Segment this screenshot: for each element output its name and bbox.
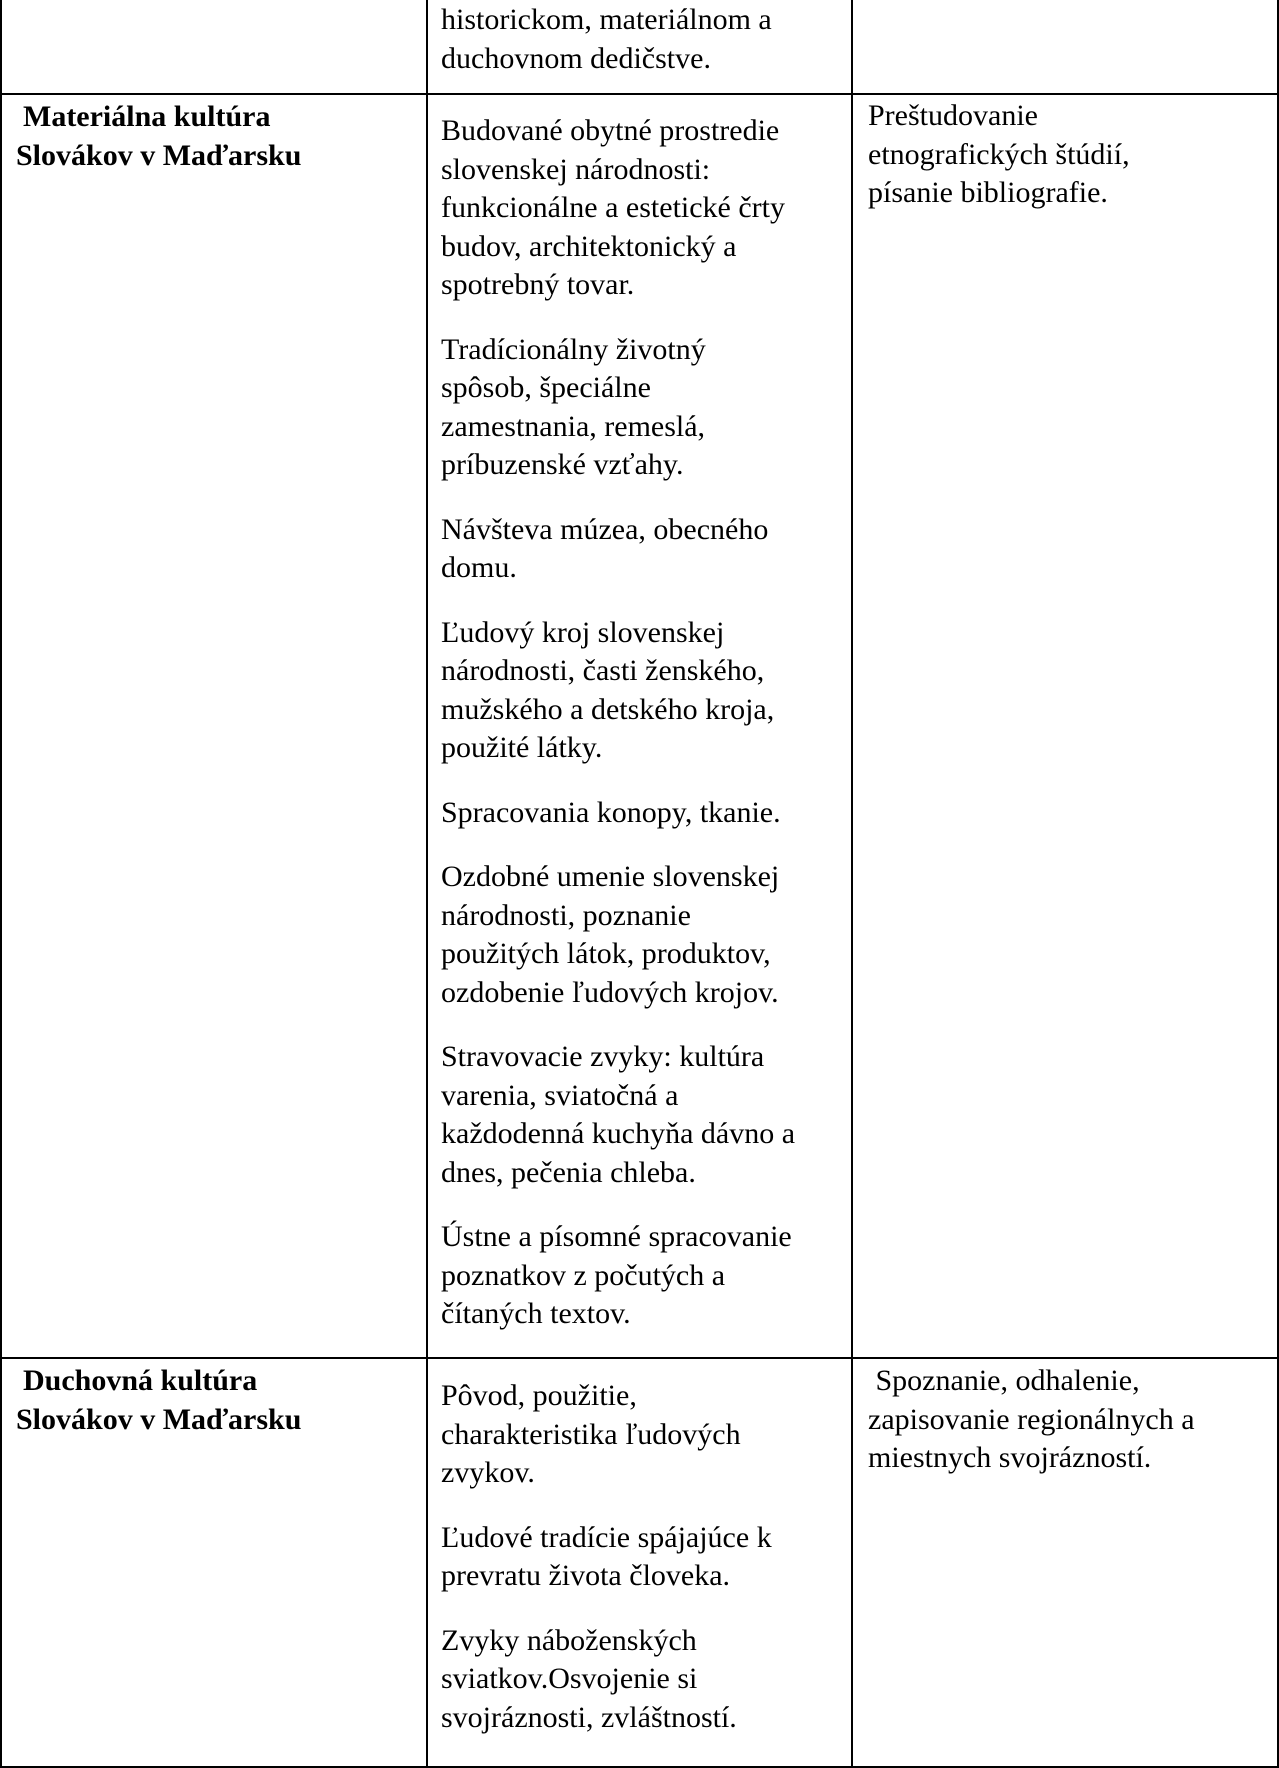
row2-activity-cell: [868, 97, 1130, 213]
content-line: zamestnania, remeslá,: [441, 409, 706, 443]
content-line: spôsob, špeciálne: [441, 371, 651, 404]
activity-line: zapisovanie regionálnych a: [868, 1402, 1195, 1436]
activity-line: miestnych svojrázností.: [868, 1441, 1152, 1474]
content-line: svojráznosti, zvláštností.: [441, 1700, 737, 1734]
row-divider-2: [0, 1357, 1279, 1359]
content-paragraph: [441, 1377, 772, 1493]
content-line: národnosti, časti ženského,: [441, 654, 765, 687]
content-line: charakteristika ľudových: [441, 1417, 741, 1451]
content-paragraph: [441, 1038, 795, 1192]
content-line: Tradícionálny životný: [441, 332, 706, 366]
content-line: duchovnom dedičstve.: [441, 41, 711, 75]
content-line: Pôvod, použitie,: [441, 1379, 637, 1412]
content-paragraph: [441, 1218, 795, 1334]
content-line: domu.: [441, 551, 517, 584]
content-paragraph: [441, 614, 795, 768]
content-line: Spracovania konopy, tkanie.: [441, 795, 781, 829]
activity-line: etnografických štúdií,: [868, 137, 1130, 171]
content-line: Zvyky náboženských: [441, 1623, 697, 1657]
table-border-left: [0, 0, 2, 1768]
row2-content-cell: [441, 112, 795, 1334]
content-line: čítaných textov.: [441, 1297, 631, 1330]
content-paragraph: [441, 112, 795, 305]
topic-line: Slovákov v Maďarsku: [16, 1402, 302, 1436]
content-line: historickom, materiálnom a: [441, 3, 772, 36]
content-line: Ozdobné umenie slovenskej: [441, 860, 780, 893]
content-line: Stravovacie zvyky: kultúra: [441, 1040, 765, 1073]
activity-line: Spoznanie, odhalenie,: [868, 1364, 1140, 1397]
content-line: Návšteva múzea, obecného: [441, 512, 769, 546]
content-line: Budované obytné prostredie: [441, 114, 780, 147]
row3-activity-cell: [868, 1362, 1195, 1478]
content-line: poznatkov z počutých a: [441, 1258, 726, 1292]
content-line: použitých látok, produktov,: [441, 937, 771, 970]
content-line: funkcionálne a estetické črty: [441, 191, 786, 224]
activity-line: písanie bibliografie.: [868, 176, 1108, 209]
topic-line: Duchovná kultúra: [23, 1364, 258, 1397]
row3-content-cell: [441, 1377, 772, 1737]
content-line: varenia, sviatočná a: [441, 1078, 679, 1112]
content-line: zvykov.: [441, 1456, 535, 1489]
content-paragraph: [441, 1622, 772, 1738]
content-line: mužského a detského kroja,: [441, 692, 775, 726]
content-paragraph: [441, 511, 795, 588]
content-line: slovenskej národnosti:: [441, 152, 711, 186]
column-divider-1: [426, 0, 428, 1768]
content-line: príbuzenské vzťahy.: [441, 448, 684, 481]
content-line: budov, architektonický a: [441, 229, 737, 263]
content-paragraph: [441, 858, 795, 1012]
row1-content-cell: [441, 1, 772, 78]
row-divider-1: [0, 93, 1279, 95]
content-line: Ľudové tradície spájajúce k: [441, 1520, 772, 1554]
activity-line: Preštudovanie: [868, 99, 1038, 132]
content-line: Ústne a písomné spracovanie: [441, 1220, 792, 1253]
content-line: použité látky.: [441, 731, 603, 764]
content-line: ozdobenie ľudových krojov.: [441, 975, 779, 1009]
topic-line: Materiálna kultúra: [23, 100, 271, 133]
content-line: sviatkov.Osvojenie si: [441, 1662, 698, 1695]
content-line: Ľudový kroj slovenskej: [441, 615, 725, 649]
content-line: prevratu života človeka.: [441, 1559, 731, 1592]
content-line: národnosti, poznanie: [441, 898, 691, 932]
content-line: dnes, pečenia chleba.: [441, 1155, 696, 1189]
column-divider-2: [851, 0, 853, 1768]
topic-line: Slovákov v Maďarsku: [16, 138, 302, 172]
content-paragraph: [441, 1519, 772, 1596]
content-line: spotrebný tovar.: [441, 268, 635, 301]
row2-topic-cell: [16, 98, 301, 175]
content-paragraph: [441, 331, 795, 485]
content-paragraph: [441, 794, 795, 833]
content-line: každodenná kuchyňa dávno a: [441, 1117, 796, 1150]
row3-topic-cell: [16, 1362, 301, 1439]
